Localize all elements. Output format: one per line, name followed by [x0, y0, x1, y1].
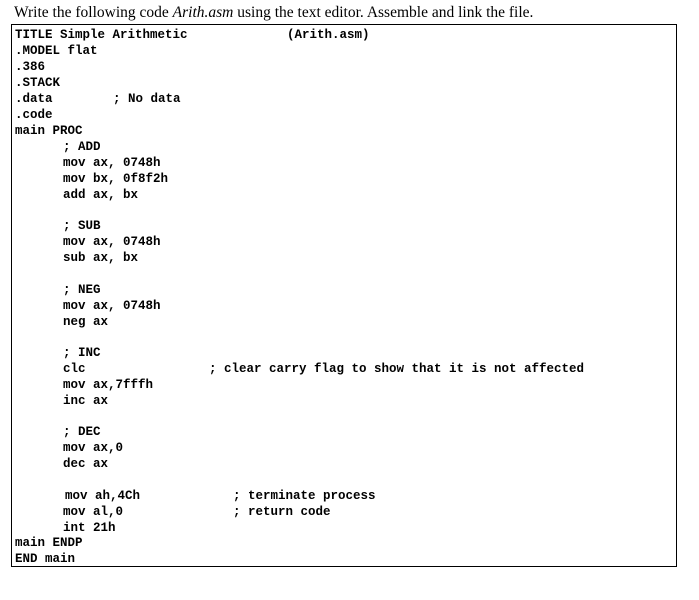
code-inc-line-3: inc ax	[63, 394, 109, 408]
code-stack: .STACK	[15, 76, 61, 90]
code-proc-end: main ENDP	[15, 536, 83, 550]
instruction-prefix: Write the following code	[14, 4, 173, 21]
code-add-comment: ; ADD	[63, 140, 101, 154]
code-add-line-2: mov bx, 0f8f2h	[63, 172, 169, 186]
instruction-suffix: using the text editor. Assemble and link the file.	[233, 4, 534, 21]
code-exit-line-1-comment: ; terminate process	[233, 489, 376, 503]
code-sub-comment: ; SUB	[63, 219, 101, 233]
code-exit-line-2: mov al,0	[63, 505, 124, 519]
code-neg-comment: ; NEG	[63, 283, 101, 297]
code-proc-start: main PROC	[15, 124, 83, 138]
instruction-text	[14, 4, 533, 22]
code-model: .MODEL flat	[15, 44, 98, 58]
code-listing	[11, 24, 677, 567]
code-cpu: .386	[15, 60, 46, 74]
code-inc-comment: ; INC	[63, 346, 101, 360]
code-title: TITLE Simple Arithmetic	[15, 28, 188, 42]
code-title-filename: (Arith.asm)	[287, 28, 370, 42]
code-add-line-3: add ax, bx	[63, 188, 139, 202]
code-dec-comment: ; DEC	[63, 425, 101, 439]
instruction-filename: Arith.asm	[172, 4, 234, 21]
code-neg-line-2: neg ax	[63, 315, 109, 329]
code-exit-line-1: mov ah,4Ch	[65, 489, 141, 503]
code-data-directive: .data	[15, 92, 53, 106]
code-exit-line-3: int 21h	[63, 521, 116, 535]
code-inc-line-1-comment: ; clear carry flag to show that it is not affected	[209, 362, 585, 376]
code-sub-line-1: mov ax, 0748h	[63, 235, 161, 249]
code-sub-line-2: sub ax, bx	[63, 251, 139, 265]
code-inc-line-1: clc	[63, 362, 86, 376]
code-code-directive: .code	[15, 108, 53, 122]
code-add-line-1: mov ax, 0748h	[63, 156, 161, 170]
code-inc-line-2: mov ax,7fffh	[63, 378, 154, 392]
code-exit-line-2-comment: ; return code	[233, 505, 331, 519]
code-dec-line-2: dec ax	[63, 457, 109, 471]
code-neg-line-1: mov ax, 0748h	[63, 299, 161, 313]
code-data-comment: ; No data	[113, 92, 181, 106]
code-dec-line-1: mov ax,0	[63, 441, 124, 455]
code-end: END main	[15, 552, 76, 566]
